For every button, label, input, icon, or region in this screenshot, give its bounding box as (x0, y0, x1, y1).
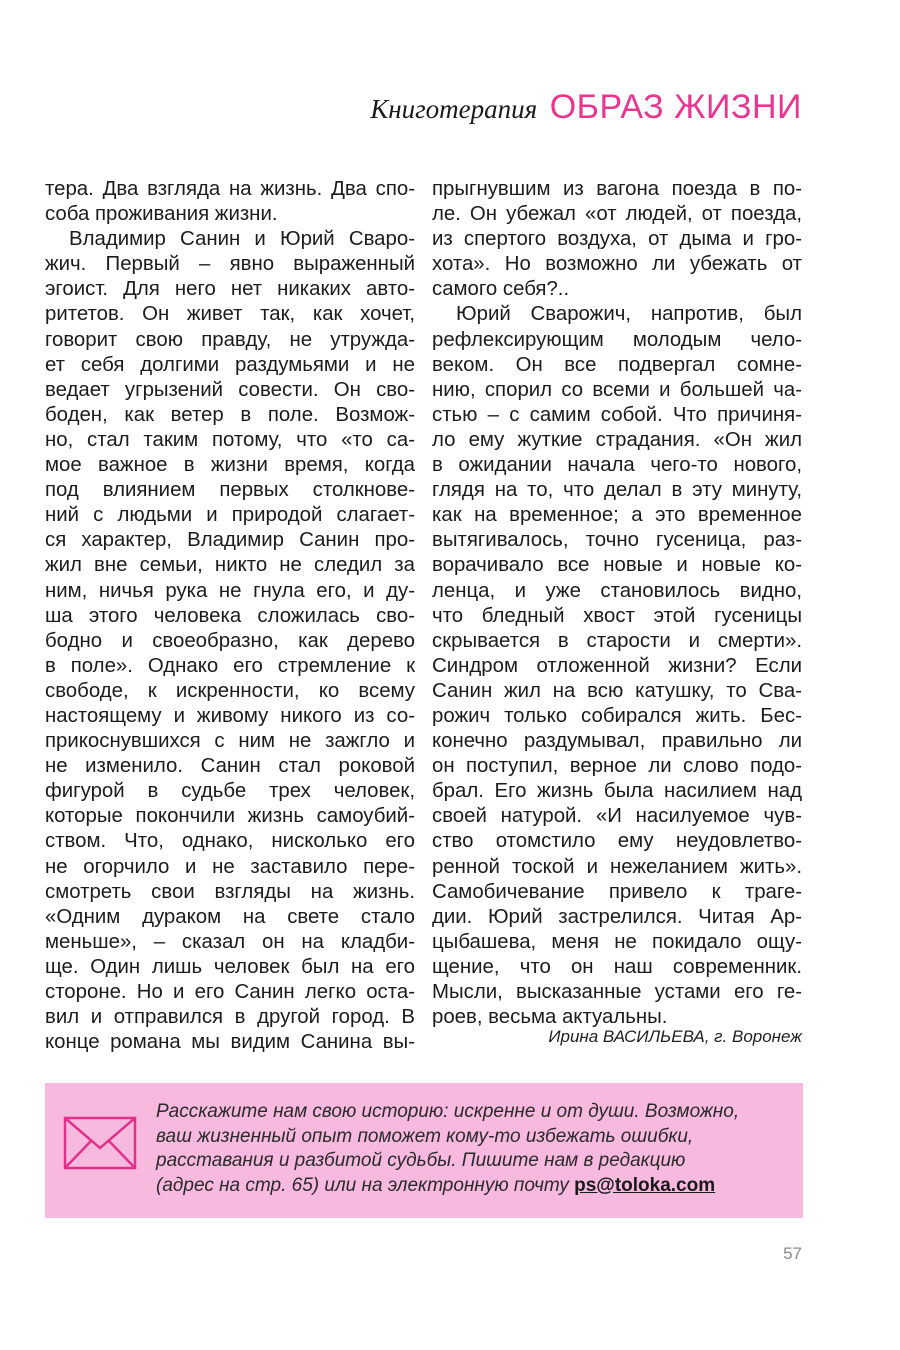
text-line: рефлексирующим молодым чело- (432, 328, 802, 351)
text-line: Синдром отложенной жизни? Если (432, 654, 802, 677)
text-line: Юрий Сварожич, напротив, был (456, 303, 802, 326)
text-line: брал. Его жизнь была насилием над (432, 780, 802, 803)
text-line: щение, что он наш современник. (432, 955, 802, 978)
text-line: тера. Два взгляда на жизнь. Два спо- (45, 178, 415, 200)
text-line: не огорчило и не заставило пере- (45, 855, 415, 878)
text-line: ворачивало все новые и новые ко- (432, 554, 802, 577)
section-title: Книготерапия (370, 94, 538, 124)
text-line: в ожидании начала чего-то нового, (432, 454, 802, 477)
text-line: нию, спорил со всеми и большей ча- (432, 378, 802, 401)
text-line: хота». Но возможно ли убежать от (432, 253, 802, 276)
page-header (370, 88, 802, 127)
text-line: Санин жил на всю катушку, то Сва- (432, 679, 802, 702)
text-line: стью – с самим собой. Что причиня- (432, 403, 802, 426)
text-line: он поступил, верное ли слово подо- (432, 755, 802, 778)
text-line: стороне. Но и его Санин легко оста- (45, 981, 415, 1003)
text-line: ло ему жуткие страдания. «Он жил (432, 428, 802, 451)
text-line: ша этого человека сложилась сво- (45, 604, 415, 627)
text-line: жил вне семьи, никто не следил за (45, 554, 415, 577)
text-line: цыбашева, меня не покидало ощу- (432, 930, 802, 953)
text-line: бодно и своеобразно, как дерево (45, 629, 415, 652)
callout-text (156, 1100, 796, 1198)
text-line: дии. Юрий застрелился. Читая Ар- (432, 905, 802, 928)
text-line: конечно раздумывал, правильно ли (432, 730, 802, 753)
text-line: фигурой в судьбе трех человек, (45, 780, 415, 803)
callout-line: ваш жизненный опыт поможет кому-то избежать ошибки, (156, 1125, 694, 1147)
rubric-title: ОБРАЗ ЖИЗНИ (549, 88, 802, 126)
page-number: 57 (783, 1244, 802, 1263)
text-line: ритетов. Он живет так, как хочет, (45, 303, 415, 326)
text-line: под влиянием первых столкнове- (45, 479, 415, 502)
text-line: эгоист. Для него нет никаких авто- (45, 278, 415, 301)
callout-line: расставания и разбитой судьбы. Пишите нам в редакцию (156, 1150, 686, 1171)
text-line: ведает угрызений совести. Он сво- (45, 378, 415, 401)
text-line: Владимир Санин и Юрий Сваро- (69, 228, 415, 251)
text-line: ще. Один лишь человек был на его (45, 955, 415, 978)
text-line: но, стал таким потому, что «то са- (45, 428, 415, 451)
text-line: боден, как ветер в поле. Возмож- (45, 403, 415, 426)
text-line: скрывается в старости и смерти». (432, 629, 802, 652)
text-line: ство отомстило ему неудовлетво- (432, 830, 802, 853)
text-line: глядя на то, что делал в эту минуту, (432, 479, 802, 502)
envelope-icon (63, 1116, 137, 1170)
text-line: ле. Он убежал «от людей, от поезда, (432, 203, 802, 226)
text-line: ним, ничья рука не гнула его, и ду- (45, 579, 415, 602)
text-line: меньше», – сказал он на кладби- (45, 930, 415, 953)
text-line: веком. Он все подвергал сомне- (432, 353, 802, 376)
text-line: говорит свою правду, не утружда- (45, 328, 415, 351)
text-line: не изменило. Санин стал роковой (45, 755, 415, 778)
text-line: что бледный хвост этой гусеницы (432, 604, 802, 627)
text-line: рожич только собирался жить. Бес- (432, 704, 802, 727)
text-line: ленца, и уже становилось видно, (432, 579, 802, 602)
text-line: самого себя?.. (432, 278, 570, 301)
text-line: Мысли, высказанные устами его ге- (432, 981, 802, 1003)
text-line: свободе, к искренности, ко всему (45, 679, 415, 702)
text-line: мое важное в жизни время, когда (45, 454, 415, 477)
text-line: в поле». Однако его стремление к (45, 654, 415, 677)
text-line: смотреть свои взгляды на жизнь. (45, 880, 415, 903)
text-line: из спертого воздуха, от дыма и гро- (432, 228, 802, 251)
text-line: прыгнувшим из вагона поезда в по- (432, 178, 802, 200)
author-signature: Ирина ВАСИЛЬЕВА, г. Воронеж (548, 1027, 802, 1046)
text-line: прикоснувшихся с ним не зажгло и (45, 730, 415, 753)
article-left-column (45, 177, 415, 1055)
reader-callout-box (45, 1083, 803, 1218)
text-line: соба проживания жизни. (45, 203, 278, 226)
callout-line: Расскажите нам свою историю: искренне и от души. Возможно, (156, 1101, 740, 1122)
text-line: своей натурой. «И насилуемое чув- (432, 805, 802, 828)
callout-line: (адрес на стр. 65) или на электронную почту (156, 1174, 569, 1196)
text-line: ренной тоской и нежеланием жить». (432, 855, 802, 878)
text-line: как на временное; а это временное (432, 504, 802, 527)
text-line: ний с людьми и природой слагает- (45, 504, 415, 527)
text-line: Самобичевание привело к траге- (432, 880, 802, 903)
text-line: роев, весьма актуальны. (432, 1006, 668, 1029)
text-line: вил и отправился в другой город. В (45, 1006, 415, 1029)
text-line: настоящему и живому никого из со- (45, 704, 415, 727)
text-line: ством. Что, однако, нисколько его (45, 830, 415, 853)
text-line: вытягивалось, точно гусеница, раз- (432, 529, 802, 552)
callout-line-with-email (156, 1174, 796, 1199)
text-line: ся характер, Владимир Санин про- (45, 529, 415, 552)
article-right-column (432, 177, 802, 1030)
email-link[interactable]: ps@toloka.com (574, 1174, 716, 1196)
text-line: которые покончили жизнь самоубий- (45, 805, 415, 828)
text-line: «Одним дураком на свете стало (45, 905, 415, 928)
text-line: ет себя долгими раздумьями и не (45, 353, 415, 376)
text-line: конце романа мы видим Санина вы- (45, 1031, 415, 1054)
text-line: жич. Первый – явно выраженный (45, 253, 415, 276)
